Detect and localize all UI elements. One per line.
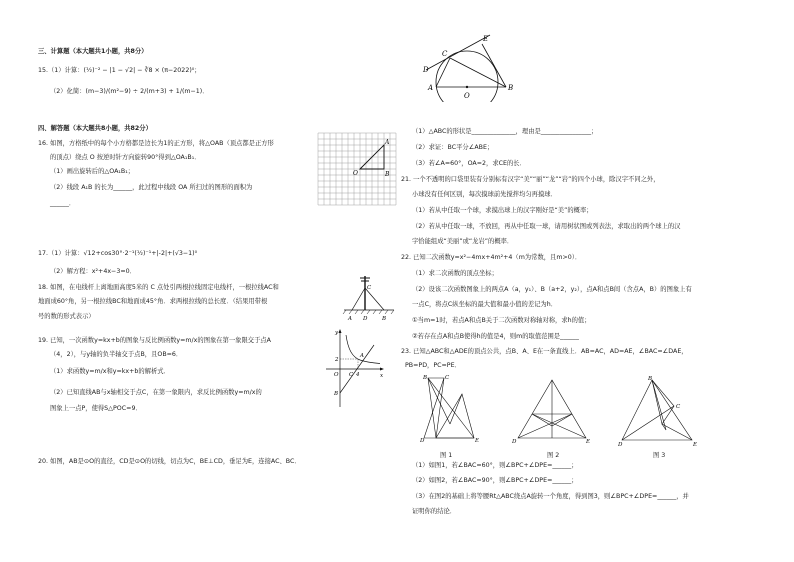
label-c: C <box>367 285 372 291</box>
q16-line5: ______． <box>50 200 76 207</box>
label-a: A <box>360 353 364 359</box>
q19-line3: （1）求函数y=m/x和y=kx+b的解析式． <box>50 368 170 375</box>
label-b: B <box>648 376 653 382</box>
q22-line5: ①当m=1时，若点A和点B关于二次函数对称轴对称，求h的值； <box>412 317 591 324</box>
q21-line4: （2）若从中任取一球，不放回，再从中任取一球，请用树状图或列表法，求取出的两个球上的汉 <box>412 223 681 230</box>
q23-figure-3 <box>618 376 700 448</box>
q16-line4: （2）线段 A₁B 的长为______，此过程中线段 OA 所扫过的图形的面积为 <box>50 184 253 191</box>
q23-part2: （2）如图2，若∠BAC=90°，则∠BPC+∠DPE=______； <box>412 477 578 484</box>
q21-line3: （1）若从中任取一个球，求摸出球上的汉字刚好是“美”的概率； <box>412 207 593 214</box>
q16-line3: （1）画出旋转后的△OA₁B₁； <box>50 168 135 175</box>
fig2-caption: 图 2 <box>547 452 560 459</box>
q23-part3: （3）在图2的基础上将等腰Rt△ABC绕点A旋转一个角度，得到图3，则∠BPC+∠DPE=______，并 <box>412 493 689 500</box>
tick-2: 2 <box>335 357 339 363</box>
label-c: C <box>349 372 354 378</box>
label-b: B <box>334 391 339 397</box>
q16-line1: 16. 如图，方格纸中的每个小方格都是边长为1的正方形，将△OAB（顶点都是正方形 <box>38 140 274 147</box>
label-e: E <box>483 35 489 43</box>
label-e: E <box>693 442 698 448</box>
q15-part2: （2）化简：(m−3)/(m²−9) ÷ 2/(m+3) + 1/(m−1)． <box>50 88 209 95</box>
label-y: y <box>335 330 339 336</box>
q21-line5: 字恰能组成“美丽”或“龙岩”的概率． <box>412 238 514 245</box>
q23-part4: 证明你的结论． <box>412 508 457 515</box>
q19-line2: （4，2），与y轴的负半轴交于点B，且OB=6． <box>50 351 183 358</box>
q16-grid-figure <box>316 131 402 209</box>
label-d: D <box>618 442 623 448</box>
q17-part2: （2）解方程：x²+4x−3=0． <box>50 268 136 275</box>
label-d: D <box>420 438 425 444</box>
q21-line1: 21. 一个不透明的口袋里装有分别标有汉字“美”“丽”“龙”“岩”的四个小球，除汉字不同之外， <box>401 176 660 183</box>
label-e: E <box>586 439 591 445</box>
label-c: C <box>442 50 448 58</box>
q20-line1: 20. 如图，AB是⊙O的直径，CD是⊙O的切线，切点为C，BE⊥CD，垂足为E，连接AC、BC． <box>38 458 301 465</box>
label-e: E <box>475 438 480 444</box>
label-d: D <box>423 66 429 74</box>
q19-line4: （2）已知直线AB与x轴相交于点C，在第一象限内，求反比例函数y=m/x的 <box>50 389 262 396</box>
q20-part3: （3）若∠A=60°，OA=2，求CE的长． <box>412 160 526 167</box>
label-a: A <box>348 316 352 322</box>
q22-line1: 22. 已知二次函数y=x²−4mx+4m²+4（m为常数，且m>0）． <box>401 254 582 261</box>
q23-line1: 23. 已知△ABC和△ADE的顶点公共，点B、A、E在一条直线上．AB=AC，AD=AE，∠BAC=∠DAE， <box>401 348 688 355</box>
label-b: B <box>385 171 390 178</box>
q17-part1: 17.（1）计算：√12+cos30°·2⁻¹(½)⁻¹+|-2|+(√3−1)⁰ <box>38 250 198 257</box>
label-a: A <box>385 139 390 146</box>
q18-line2: 地面成60°角，另一根拉线BC和地面成45°角．求两根拉线的总长度．（结果用带根 <box>38 298 268 305</box>
q19-graph-figure <box>322 327 386 411</box>
fig3-caption: 图 3 <box>653 452 666 459</box>
q23-figure-2 <box>512 374 592 446</box>
q16-line2: 的顶点）绕点 O 按逆时针方向旋转90°得到△OA₁B₁． <box>50 154 201 161</box>
q22-line4: 一点C，将点C纵坐标的最大值和最小值的差记为h． <box>412 301 558 308</box>
q19-line1: 19. 已知，一次函数y=kx+b的图象与反比例函数y=m/x的图象在第一象限交于点A <box>38 337 271 344</box>
q15-part1: 15.（1）计算：(½)⁻² − |1 − √2| − ∛8 × (π−2022)⁰； <box>38 67 201 74</box>
q18-line1: 18. 如图，在电线杆上离地面高度5米的 C 点处引两根拉线固定电线杆，一根拉线AC和 <box>38 284 279 291</box>
q18-line3: 号的数的形式表示） <box>38 313 95 320</box>
q20-part1: （1）△ABC的形状是______________，理由是________________； <box>412 128 598 135</box>
q18-pole-figure <box>340 272 398 322</box>
fig1-caption: 图 1 <box>440 452 453 459</box>
q23-figure-1 <box>420 372 482 446</box>
label-b: B <box>382 316 387 322</box>
q22-line2: （1）求二次函数的顶点坐标； <box>412 270 498 277</box>
section-3-title: 三、计算题（本大题共1小题，共8分） <box>38 48 148 55</box>
label-c: C <box>445 375 450 381</box>
label-c: C <box>676 404 681 410</box>
q19-line5: 图象上一点P，使得S△POC=9． <box>50 405 142 412</box>
label-b: B <box>423 375 428 381</box>
label-d: D <box>363 316 368 322</box>
q22-line3: （2）设该二次函数图象上的两点A（a，y₁）、B（a+2，y₂），点A和点B间（含点A，B）的图象上有 <box>412 286 692 293</box>
label-o: O <box>353 170 358 177</box>
label-o: O <box>334 372 339 378</box>
q20-circle-figure <box>422 32 518 102</box>
q21-line2: 小球没有任何区别，每次摸球前先搅拌均匀再摸球． <box>412 191 557 198</box>
tick-4: 4 <box>356 372 360 378</box>
label-a: A <box>428 84 434 92</box>
section-4-title: 四、解答题（本大题共8小题，共82分） <box>38 125 152 132</box>
q22-line6: ②若存在点A和点B使得h的值是4，则m的取值范围是______ <box>412 333 579 340</box>
label-o: O <box>464 92 470 100</box>
q23-line2: PB=PD，PC=PE． <box>405 362 461 369</box>
q23-part1: （1）如图1，若∠BAC=60°，则∠BPC+∠DPE=______； <box>412 462 578 469</box>
label-x: x <box>380 373 384 379</box>
q20-part2: （2）求证：BC平分∠ABE； <box>412 144 494 151</box>
label-b: B <box>508 84 514 92</box>
label-d: D <box>512 439 517 445</box>
